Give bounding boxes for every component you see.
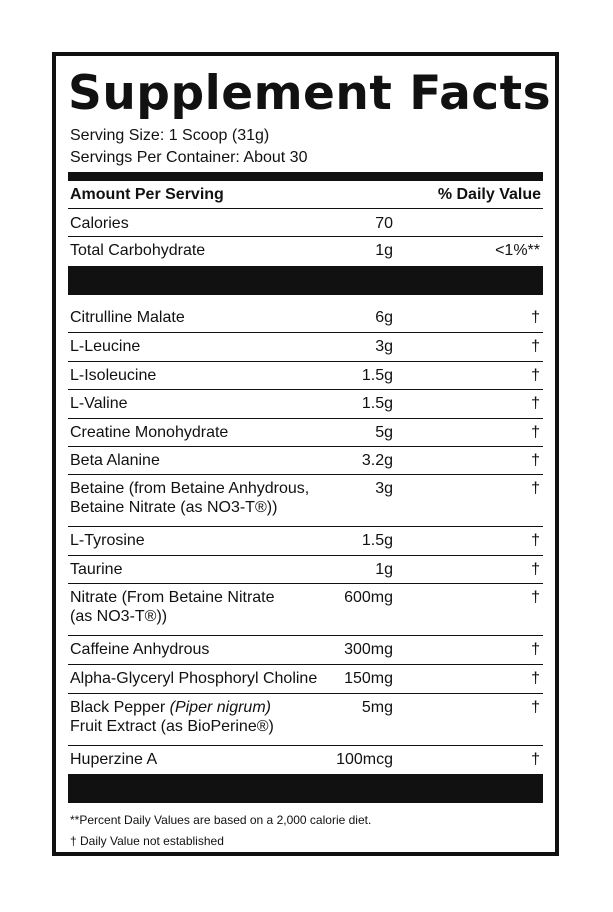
row-daily-value: †: [531, 751, 540, 768]
serving-size: Serving Size: 1 Scoop (31g): [70, 127, 270, 144]
row-amount: 3g: [375, 480, 393, 497]
row-name: L-Leucine: [70, 338, 141, 355]
row-daily-value: †: [531, 589, 540, 606]
row-divider: [68, 236, 543, 237]
row-name: Creatine Monohydrate: [70, 424, 229, 441]
panel-content: [68, 56, 552, 852]
row-divider: [68, 635, 543, 636]
row-divider: [68, 745, 543, 746]
row-daily-value: †: [531, 395, 540, 412]
row-name: L-Valine: [70, 395, 128, 412]
row-amount: 150mg: [344, 670, 393, 687]
row-daily-value: †: [531, 480, 540, 497]
row-daily-value: †: [531, 424, 540, 441]
dagger-footnote: † Daily Value not established: [70, 834, 224, 848]
row-amount: 5g: [375, 424, 393, 441]
table-header: [70, 184, 541, 206]
row-daily-value: †: [531, 561, 540, 578]
row-amount: 5mg: [361, 699, 393, 716]
row-name: Calories: [70, 215, 129, 232]
supplement-facts-panel: [52, 52, 559, 856]
row-daily-value: †: [531, 699, 540, 716]
row-amount: 3.2g: [361, 452, 393, 469]
row-name: Beta Alanine: [70, 452, 160, 469]
row-name: Alpha-Glyceryl Phosphoryl Choline: [70, 670, 318, 687]
row-daily-value: <1%**: [495, 242, 540, 259]
row-divider: [68, 474, 543, 475]
row-name: Huperzine A: [70, 751, 158, 768]
bottom-bar: [68, 774, 543, 803]
row-daily-value: †: [531, 309, 540, 326]
row-amount: 1.5g: [361, 532, 393, 549]
percent-daily-footnote: **Percent Daily Values are based on a 2,000 calorie diet.: [70, 813, 372, 827]
row-amount: 3g: [375, 338, 393, 355]
daily-value-label: % Daily Value: [437, 186, 541, 203]
row-name: L-Tyrosine: [70, 532, 145, 549]
row-amount: 1.5g: [361, 367, 393, 384]
row-name: L-Isoleucine: [70, 367, 157, 384]
row-divider: [68, 361, 543, 362]
row-divider: [68, 332, 543, 333]
row-amount: 300mg: [344, 641, 393, 658]
row-name: Betaine (from Betaine Anhydrous, Betaine Nitrate (as NO3-T®)): [70, 480, 310, 516]
row-amount: 600mg: [344, 589, 393, 606]
amount-per-serving-label: Amount Per Serving: [70, 186, 224, 203]
row-name: Caffeine Anhydrous: [70, 641, 210, 658]
row-daily-value: †: [531, 367, 540, 384]
row-divider: [68, 664, 543, 665]
thick-divider: [68, 172, 543, 181]
row-divider: [68, 693, 543, 694]
row-name: Taurine: [70, 561, 123, 578]
row-daily-value: †: [531, 452, 540, 469]
row-daily-value: †: [531, 532, 540, 549]
row-amount: 1g: [375, 242, 393, 259]
row-amount: 70: [375, 215, 393, 232]
row-divider: [68, 446, 543, 447]
row-divider: [68, 418, 543, 419]
row-daily-value: †: [531, 338, 540, 355]
section-bar: [68, 266, 543, 295]
servings-per-container: Servings Per Container: About 30: [70, 149, 308, 166]
row-divider: [68, 389, 543, 390]
row-name: Nitrate (From Betaine Nitrate (as NO3-T®)): [70, 589, 275, 625]
row-daily-value: †: [531, 641, 540, 658]
row-divider: [68, 583, 543, 584]
row-daily-value: †: [531, 670, 540, 687]
row-amount: 100mcg: [336, 751, 393, 768]
row-name: Citrulline Malate: [70, 309, 185, 326]
row-divider: [68, 555, 543, 556]
row-amount: 1.5g: [361, 395, 393, 412]
row-name: Black Pepper (Piper nigrum) Fruit Extract (as BioPerine®): [70, 699, 274, 735]
header-rule: [68, 208, 543, 209]
row-amount: 1g: [375, 561, 393, 578]
row-amount: 6g: [375, 309, 393, 326]
row-name: Total Carbohydrate: [70, 242, 206, 259]
panel-title: Supplement Facts: [68, 66, 552, 121]
row-divider: [68, 526, 543, 527]
